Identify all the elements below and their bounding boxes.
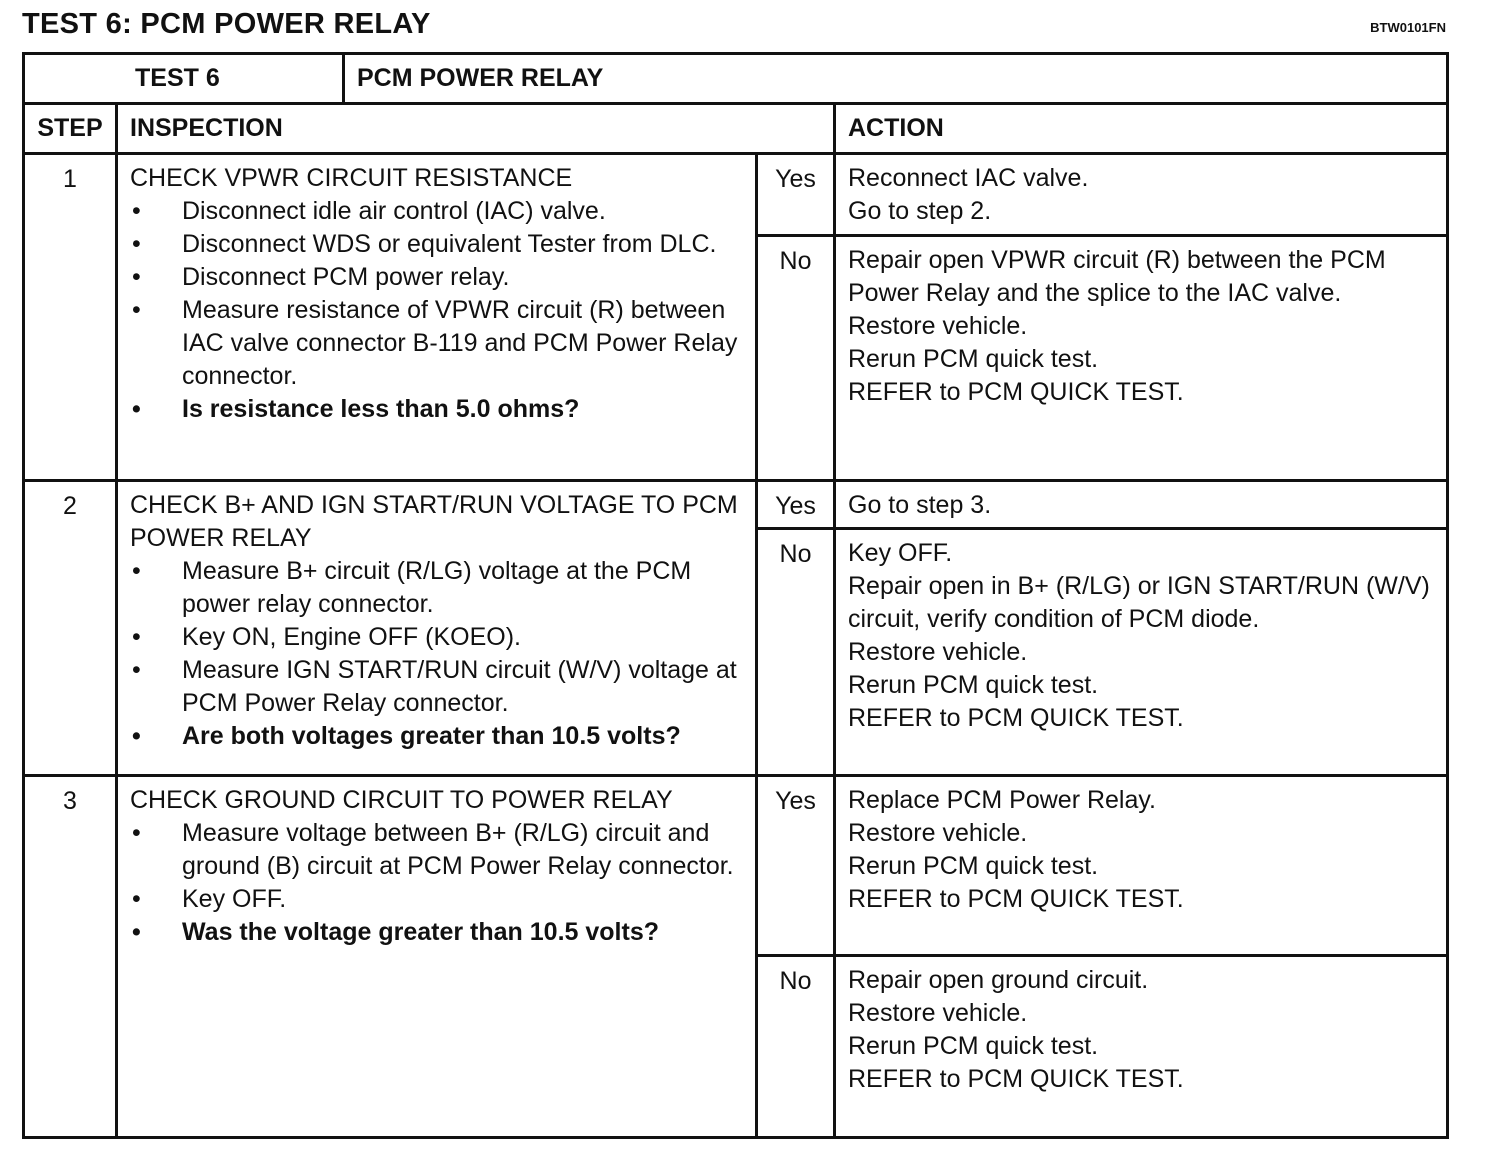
inspection-heading: CHECK B+ AND IGN START/RUN VOLTAGE TO PCM POWER RELAY [130, 491, 738, 552]
answer-yes-label: Yes [757, 154, 835, 236]
header-inspection: INSPECTION [117, 104, 835, 154]
inspection-bullet: • Measure IGN START/RUN circuit (W/V) voltage at PCM Power Relay connector. [130, 654, 743, 720]
action-line: Rerun PCM quick test. [848, 1032, 1099, 1060]
inspection-bullet: • Measure voltage between B+ (R/LG) circuit and ground (B) circuit at PCM Power Relay connector. [130, 817, 743, 883]
action-line: Repair open VPWR circuit (R) between the PCM Power Relay and the splice to the IAC valve. [848, 246, 1386, 307]
step-row [24, 481, 1448, 529]
action-line: Key OFF. [848, 539, 953, 567]
answer-yes-label: Yes [757, 776, 835, 956]
inspection-bullet: • Disconnect PCM power relay. [130, 261, 743, 294]
document-title: TEST 6: PCM POWER RELAY [22, 8, 431, 40]
inspection-bullet: • Measure resistance of VPWR circuit (R) between IAC valve connector B-119 and PCM Power Relay connector. [130, 294, 743, 393]
test-title-row [24, 54, 1448, 104]
action-line: Restore vehicle. [848, 638, 1028, 666]
action-yes [835, 481, 1448, 529]
action-line: Rerun PCM quick test. [848, 345, 1099, 373]
inspection-bullet: • Key OFF. [130, 883, 743, 916]
action-line: Rerun PCM quick test. [848, 852, 1099, 880]
action-line: REFER to PCM QUICK TEST. [848, 378, 1184, 406]
test-name: PCM POWER RELAY [344, 54, 1448, 104]
inspection-bullets [130, 817, 743, 949]
inspection-heading: CHECK VPWR CIRCUIT RESISTANCE [130, 164, 573, 192]
step-row [24, 154, 1448, 236]
action-yes [835, 776, 1448, 956]
action-line: Restore vehicle. [848, 312, 1028, 340]
steps-body [24, 154, 1448, 1138]
inspection-question: • Is resistance less than 5.0 ohms? [130, 393, 743, 426]
action-line: REFER to PCM QUICK TEST. [848, 1065, 1184, 1093]
inspection-bullets [130, 195, 743, 426]
action-line: REFER to PCM QUICK TEST. [848, 885, 1184, 913]
action-line: REFER to PCM QUICK TEST. [848, 704, 1184, 732]
action-line: Rerun PCM quick test. [848, 671, 1099, 699]
inspection-bullet: • Key ON, Engine OFF (KOEO). [130, 621, 743, 654]
inspection-bullet: • Measure B+ circuit (R/LG) voltage at the PCM power relay connector. [130, 555, 743, 621]
answer-yes-label: Yes [757, 481, 835, 529]
inspection-cell [117, 776, 757, 1138]
action-line: Repair open in B+ (R/LG) or IGN START/RUN (W/V) circuit, verify condition of PCM diode. [848, 572, 1430, 633]
action-line: Go to step 2. [848, 197, 992, 225]
inspection-cell [117, 481, 757, 776]
action-line: Reconnect IAC valve. [848, 164, 1089, 192]
action-line: Repair open ground circuit. [848, 966, 1149, 994]
action-no [835, 529, 1448, 776]
test-table [22, 52, 1449, 1139]
inspection-question: • Was the voltage greater than 10.5 volts? [130, 916, 743, 949]
action-no [835, 236, 1448, 481]
step-number: 3 [24, 776, 117, 1138]
step-number: 1 [24, 154, 117, 481]
header-action: ACTION [835, 104, 1448, 154]
action-no [835, 956, 1448, 1138]
step-number: 2 [24, 481, 117, 776]
action-line: Replace PCM Power Relay. [848, 786, 1156, 814]
answer-no-label: No [757, 956, 835, 1138]
column-header-row [24, 104, 1448, 154]
action-line: Restore vehicle. [848, 999, 1028, 1027]
test-label: TEST 6 [24, 54, 344, 104]
answer-no-label: No [757, 529, 835, 776]
answer-no-label: No [757, 236, 835, 481]
inspection-bullets [130, 555, 743, 753]
document-code: BTW0101FN [1370, 20, 1446, 35]
inspection-bullet: • Disconnect WDS or equivalent Tester from DLC. [130, 228, 743, 261]
inspection-question: • Are both voltages greater than 10.5 volts? [130, 720, 743, 753]
inspection-cell [117, 154, 757, 481]
header-step: STEP [24, 104, 117, 154]
inspection-bullet: • Disconnect idle air control (IAC) valve. [130, 195, 743, 228]
action-line: Go to step 3. [848, 491, 992, 519]
step-row [24, 776, 1448, 956]
action-yes [835, 154, 1448, 236]
action-line: Restore vehicle. [848, 819, 1028, 847]
inspection-heading: CHECK GROUND CIRCUIT TO POWER RELAY [130, 786, 673, 814]
